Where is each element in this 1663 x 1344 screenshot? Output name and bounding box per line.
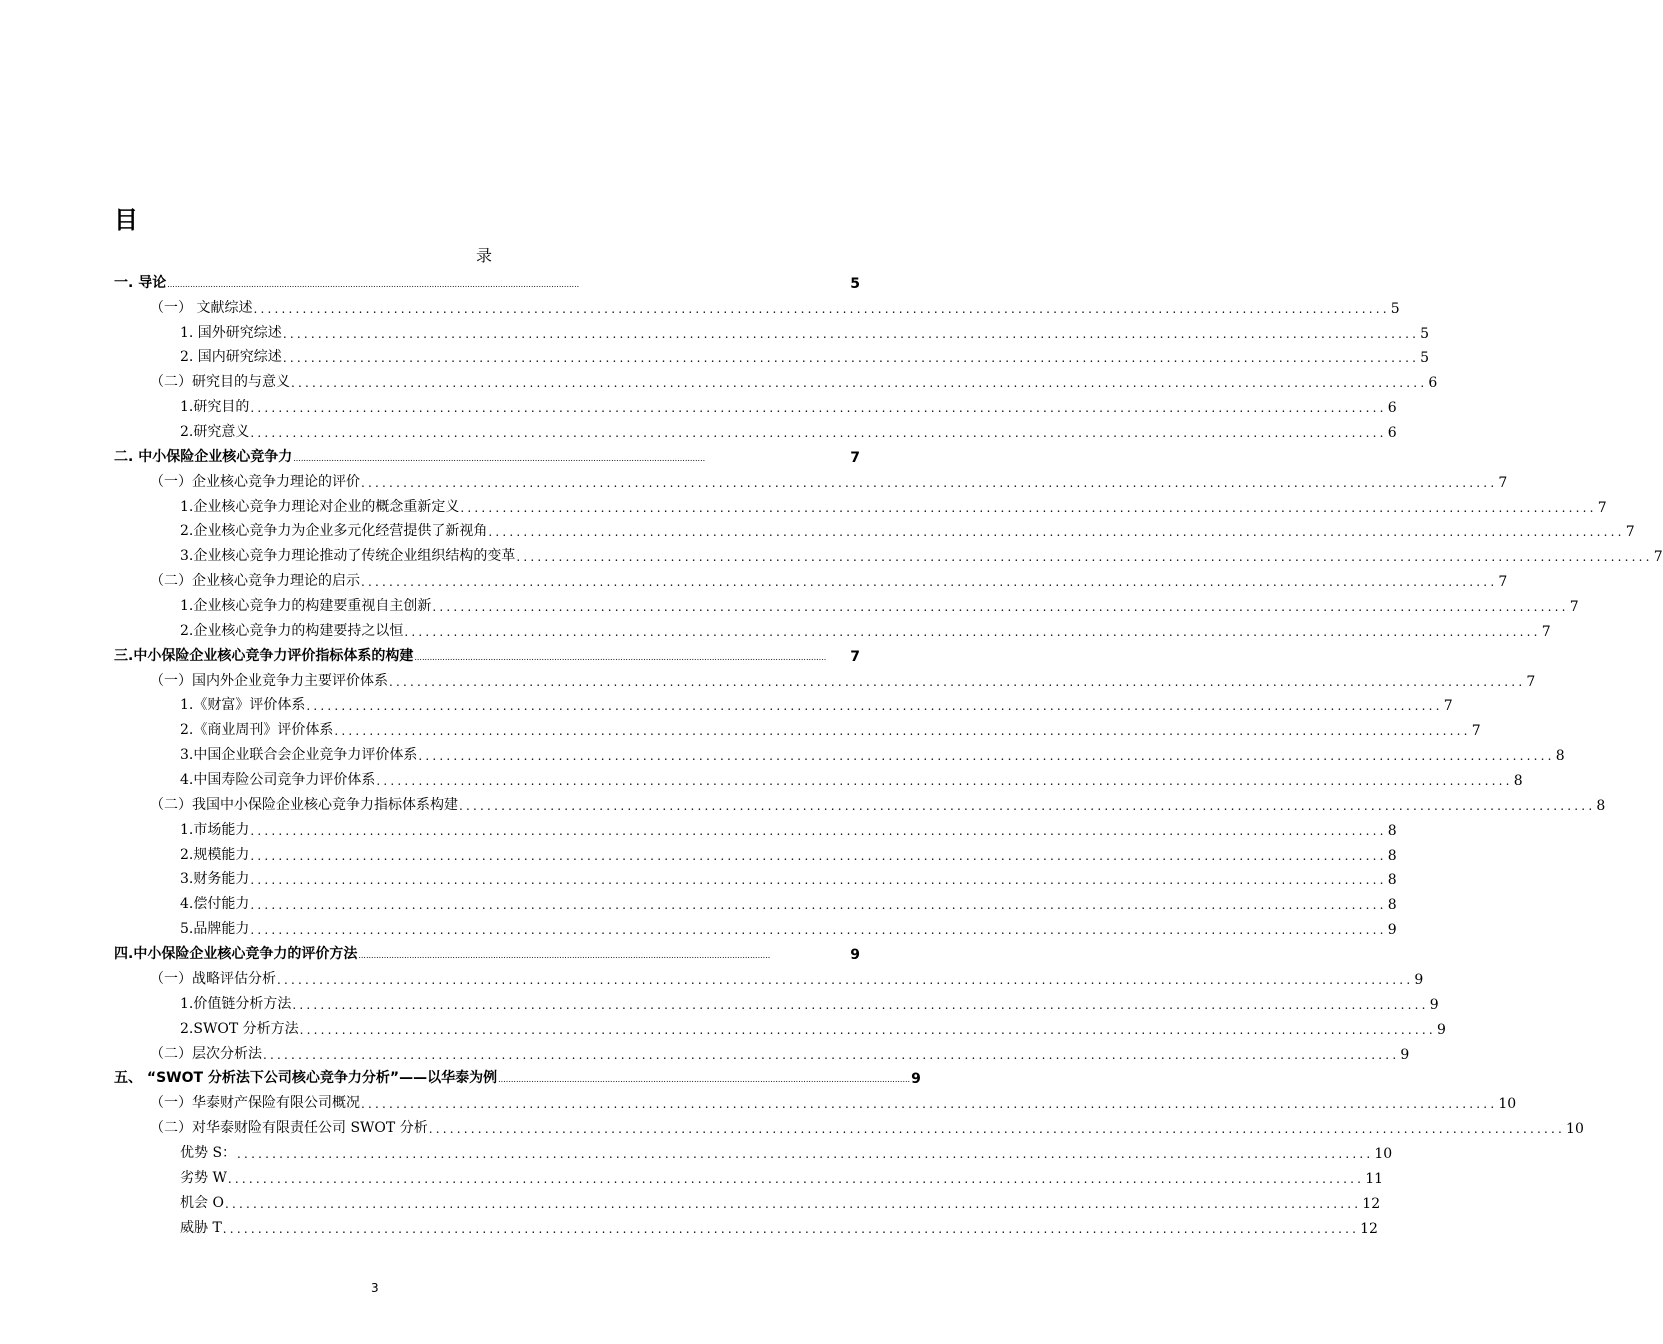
toc-dot-leader: .................................................................................................................................................................. [250, 426, 1387, 441]
toc-entry-page-number: 8 [1387, 872, 1397, 889]
toc-entry-page-number: 9 [1414, 971, 1424, 988]
toc-dot-leader: .................................................................................................................................................................. [389, 674, 1526, 689]
toc-entry-text: 2. 国内研究综述 [180, 349, 282, 366]
toc-dot-leader: .................................................................................................................................................................. [418, 749, 1555, 764]
toc-dot-leader: .................................................................................................................................................................. [282, 351, 1420, 366]
toc-dot-leader: .................................................................................................................................................................. [376, 774, 1513, 789]
toc-entry-page-number: 10 [1566, 1121, 1584, 1138]
toc-entry[interactable] [114, 615, 1551, 640]
toc-dot-leader: .................................................................................................................................................................. [428, 1122, 1566, 1137]
toc-entry[interactable] [114, 366, 1438, 392]
toc-entry[interactable] [114, 292, 1400, 317]
toc-entry-text: 2.SWOT 分析方法 [180, 1020, 299, 1037]
toc-entry-page-number: 8 [1387, 822, 1397, 839]
toc-entry[interactable] [114, 391, 1397, 417]
toc-entry-page-number: 9 [1429, 996, 1439, 1013]
footer-page-number: 3 [371, 1281, 379, 1295]
toc-dot-leader: .................................................................................................................................................................. [358, 951, 771, 961]
toc-entry-text: 3.企业核心竞争力理论推动了传统企业组织结构的变革 [180, 548, 516, 565]
toc-entry[interactable] [114, 1162, 1384, 1187]
toc-entry-text: 1. 国外研究综述 [180, 324, 282, 341]
toc-dot-leader: .................................................................................................................................................................. [460, 500, 1597, 515]
toc-entry-text: （一）战略评估分析 [150, 970, 276, 987]
toc-entry-page-number: 7 [850, 449, 860, 466]
toc-entry[interactable] [114, 540, 1663, 566]
toc-entry-page-number: 5 [1420, 325, 1430, 342]
toc-entry[interactable] [114, 516, 1635, 541]
toc-entry[interactable] [114, 565, 1508, 591]
toc-entry-page-number: 7 [1653, 549, 1663, 566]
toc-entry[interactable] [114, 1038, 1410, 1063]
toc-entry-text: 三.中小保险企业核心竞争力评价指标体系的构建 [114, 647, 414, 664]
toc-entry[interactable] [114, 491, 1607, 516]
toc-entry-text: （一）企业核心竞争力理论的评价 [150, 473, 360, 490]
toc-entry[interactable] [114, 1013, 1446, 1038]
toc-dot-leader: .................................................................................................................................................................. [250, 848, 1387, 863]
toc-dot-leader: .................................................................................................................................................................. [250, 898, 1387, 913]
toc-subtitle: 录 [476, 246, 493, 265]
toc-dot-leader: .................................................................................................................................................................. [432, 600, 1569, 615]
toc-dot-leader: .................................................................................................................................................................. [361, 1097, 1498, 1112]
toc-entry-text: （二）我国中小保险企业核心竞争力指标体系构建 [150, 796, 458, 813]
toc-entry-page-number: 6 [1387, 425, 1397, 442]
toc-entry[interactable] [114, 342, 1430, 367]
toc-dot-leader: .................................................................................................................................................................. [222, 1221, 1360, 1236]
toc-entry-text: 2.研究意义 [180, 424, 250, 441]
toc-entry-text: 2.企业核心竞争力为企业多元化经营提供了新视角 [180, 523, 488, 540]
toc-entry-page-number: 9 [850, 947, 860, 964]
toc-entry[interactable] [114, 839, 1397, 864]
toc-entry[interactable] [114, 789, 1606, 814]
toc-dot-leader: .................................................................................................................................................................. [250, 923, 1387, 938]
toc-entry-page-number: 7 [1471, 723, 1481, 740]
toc-dot-leader: .................................................................................................................................................................. [404, 624, 1541, 639]
toc-entry-page-number: 5 [1390, 300, 1400, 317]
toc-entry-text: 1.企业核心竞争力理论对企业的概念重新定义 [180, 498, 460, 515]
toc-entry-page-number: 8 [1555, 748, 1565, 765]
toc-entry-page-number: 12 [1360, 1220, 1378, 1237]
toc-entry-page-number: 7 [1569, 599, 1579, 616]
toc-entry-page-number: 8 [1513, 773, 1523, 790]
toc-entry-text: （一）国内外企业竞争力主要评价体系 [150, 672, 388, 689]
toc-entry[interactable] [114, 690, 1453, 715]
toc-entry-page-number: 6 [1428, 375, 1438, 392]
toc-entry-page-number: 8 [1387, 847, 1397, 864]
toc-dot-leader: .................................................................................................................................................................. [516, 550, 1653, 565]
toc-entry-page-number: 9 [1400, 1046, 1410, 1063]
toc-entry[interactable] [114, 764, 1523, 790]
toc-entry-page-number: 7 [850, 648, 860, 665]
toc-entry-page-number: 11 [1365, 1170, 1384, 1187]
toc-dot-leader: .................................................................................................................................................................. [306, 699, 1443, 714]
toc-dot-leader: .................................................................................................................................................................. [250, 823, 1387, 838]
toc-entry[interactable] [114, 888, 1397, 914]
toc-entry[interactable] [114, 988, 1439, 1013]
toc-dot-leader: .................................................................................................................................................................. [334, 724, 1471, 739]
toc-entry-page-number: 7 [1625, 524, 1635, 541]
toc-entry[interactable] [114, 864, 1397, 889]
toc-entry[interactable] [114, 1212, 1378, 1237]
toc-entry-text: 2.企业核心竞争力的构建要持之以恒 [180, 622, 404, 639]
toc-entry-text: 机会 O [180, 1194, 224, 1211]
toc-dot-leader: .................................................................................................................................................................. [299, 1022, 1436, 1037]
toc-dot-leader: .................................................................................................................................................................. [227, 1171, 1365, 1186]
toc-entry-text: 4.偿付能力 [180, 896, 250, 913]
toc-entry-text: 1.企业核心竞争力的构建要重视自主创新 [180, 598, 432, 615]
toc-entry[interactable] [114, 416, 1397, 442]
toc-entry-text: 5.品牌能力 [180, 921, 250, 938]
toc-entry[interactable] [114, 963, 1424, 988]
toc-entry[interactable] [114, 1137, 1393, 1162]
toc-title: 目 [114, 206, 138, 234]
toc-entry[interactable] [114, 714, 1481, 740]
toc-entry-page-number: 6 [1387, 400, 1397, 417]
toc-entry-text: 1.市场能力 [180, 821, 250, 838]
toc-entry[interactable] [114, 739, 1565, 765]
toc-dot-leader: .................................................................................................................................................................. [250, 873, 1387, 888]
toc-entry-page-number: 5 [850, 275, 860, 292]
toc-dot-leader: .................................................................................................................................................................. [292, 997, 1429, 1012]
toc-entry-text: 五、 “SWOT 分析法下公司核心竞争力分析”——以华泰为例 [114, 1070, 498, 1087]
toc-entry-text: （一） 文献综述 [150, 299, 253, 316]
toc-entry-page-number: 8 [1596, 797, 1606, 814]
toc-dot-leader: .................................................................................................................................................................. [291, 376, 1428, 391]
toc-entry[interactable] [114, 913, 1397, 939]
toc-entry[interactable] [114, 640, 860, 665]
toc-entry-text: 劣势 W [180, 1169, 227, 1186]
toc-dot-leader: .................................................................................................................................................................. [414, 652, 827, 662]
toc-entry-text: （二）研究目的与意义 [150, 374, 290, 391]
toc-dot-leader: .................................................................................................................................................................. [277, 972, 1414, 987]
toc-entry[interactable] [114, 1112, 1584, 1138]
toc-entry[interactable] [114, 1187, 1381, 1212]
toc-entry-text: 1.价值链分析方法 [180, 995, 292, 1012]
toc-entry[interactable] [114, 1063, 921, 1088]
toc-entry[interactable] [114, 317, 1430, 342]
toc-entry-text: 优势 S： [180, 1144, 237, 1161]
toc-entry-page-number: 7 [1498, 474, 1508, 491]
toc-entry[interactable] [114, 590, 1579, 616]
toc-entry-page-number: 12 [1362, 1195, 1381, 1212]
toc-entry[interactable] [114, 1087, 1517, 1113]
toc-entry-text: 一. 导论 [114, 274, 167, 291]
toc-entry-text: 3.财务能力 [180, 871, 250, 888]
toc-entry-text: （二）对华泰财险有限责任公司 SWOT 分析 [150, 1120, 428, 1137]
toc-entry-text: 1.研究目的 [180, 399, 250, 416]
toc-entry-text: （二）企业核心竞争力理论的启示 [150, 573, 360, 590]
toc-entry-text: 威胁 T [180, 1219, 222, 1236]
toc-dot-leader: .................................................................................................................................................................. [488, 525, 1625, 540]
toc-entry-text: 1.《财富》评价体系 [180, 697, 306, 714]
toc-dot-leader: .................................................................................................................................................................. [224, 1196, 1362, 1211]
toc-entry-text: （二）层次分析法 [150, 1045, 262, 1062]
toc-entry[interactable] [114, 814, 1397, 839]
toc-entry-text: 4.中国寿险公司竞争力评价体系 [180, 772, 376, 789]
toc-dot-leader: .................................................................................................................................................................. [167, 279, 580, 289]
toc-entry[interactable] [114, 441, 860, 466]
toc-entry-page-number: 7 [1541, 623, 1551, 640]
toc-dot-leader: .................................................................................................................................................................. [361, 575, 1498, 590]
toc-entry-page-number: 7 [1526, 673, 1536, 690]
toc-entry[interactable] [114, 665, 1536, 690]
toc-dot-leader: .................................................................................................................................................................. [459, 798, 1596, 813]
toc-dot-leader: .................................................................................................................................................................. [237, 1146, 1374, 1161]
table-of-contents [114, 267, 1663, 1237]
toc-entry-text: 2.《商业周刊》评价体系 [180, 722, 334, 739]
toc-entry-page-number: 9 [1436, 1021, 1446, 1038]
toc-entry-text: （一）华泰财产保险有限公司概况 [150, 1095, 360, 1112]
toc-entry[interactable] [114, 267, 860, 292]
toc-entry-page-number: 5 [1420, 350, 1430, 367]
toc-dot-leader: .................................................................................................................................................................. [250, 401, 1387, 416]
toc-entry-text: 四.中小保险企业核心竞争力的评价方法 [114, 946, 358, 963]
toc-entry-page-number: 8 [1387, 897, 1397, 914]
toc-entry[interactable] [114, 466, 1508, 491]
toc-dot-leader: .................................................................................................................................................................. [263, 1047, 1400, 1062]
toc-entry-page-number: 10 [1374, 1145, 1393, 1162]
toc-dot-leader: .................................................................................................................................................................. [498, 1075, 911, 1085]
toc-entry-text: 二. 中小保险企业核心竞争力 [114, 448, 293, 465]
toc-dot-leader: .................................................................................................................................................................. [361, 475, 1498, 490]
toc-dot-leader: .................................................................................................................................................................. [253, 301, 1390, 316]
toc-entry-page-number: 7 [1443, 698, 1453, 715]
toc-entry-page-number: 7 [1498, 574, 1508, 591]
toc-entry[interactable] [114, 938, 860, 963]
toc-entry-page-number: 10 [1498, 1096, 1517, 1113]
toc-entry-page-number: 9 [1387, 922, 1397, 939]
toc-entry-text: 2.规模能力 [180, 846, 250, 863]
toc-entry-page-number: 9 [911, 1071, 921, 1088]
toc-dot-leader: .................................................................................................................................................................. [293, 453, 706, 463]
toc-entry-text: 3.中国企业联合会企业竞争力评价体系 [180, 747, 418, 764]
toc-entry-page-number: 7 [1597, 499, 1607, 516]
toc-dot-leader: .................................................................................................................................................................. [282, 326, 1420, 341]
